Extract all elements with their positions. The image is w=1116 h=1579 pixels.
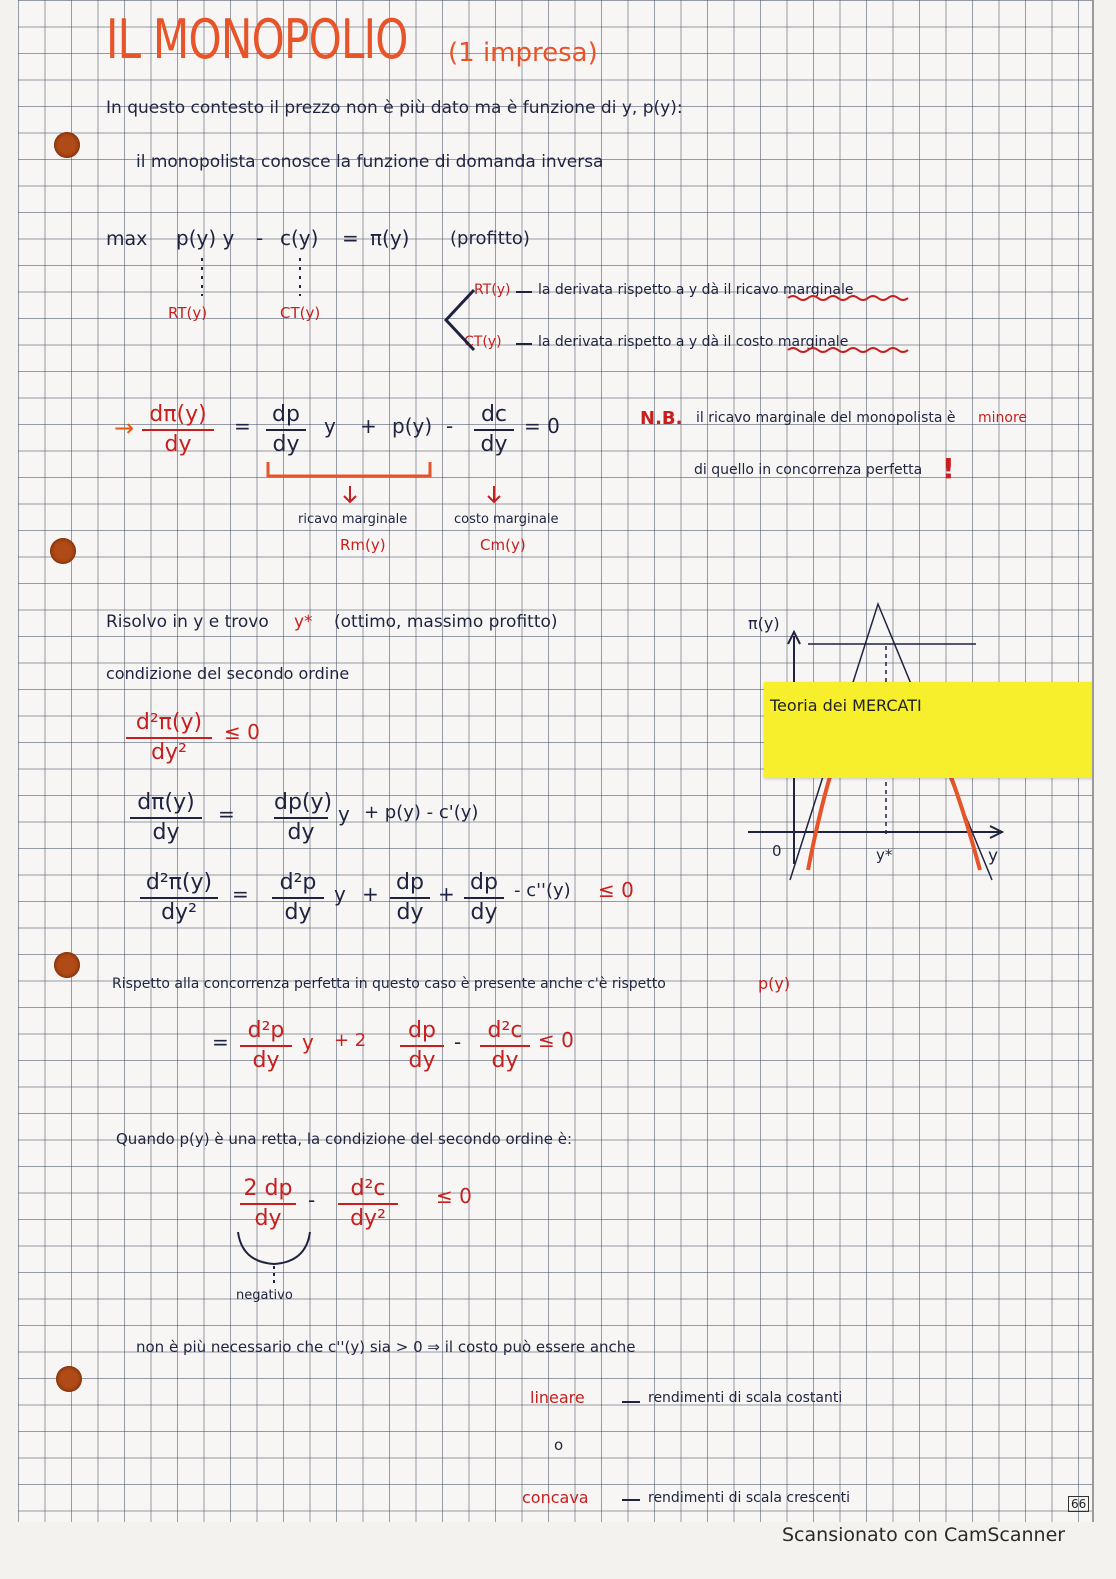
compare-py: p(y) (758, 974, 791, 993)
case-label: concava (522, 1488, 589, 1507)
eq2-y: y (338, 802, 350, 826)
eq3-leq: ≤ 0 (598, 878, 634, 902)
eq2-lhs-num: dπ(y) (137, 790, 195, 815)
eq4-leq: ≤ 0 (538, 1028, 574, 1052)
wavy-underline (788, 348, 908, 352)
eq5-t1-den: dy (254, 1206, 282, 1231)
eq4-t3-den: dy (491, 1048, 519, 1073)
eq3-t2-den: dy (396, 900, 424, 925)
eq4-mid: + 2 (334, 1030, 367, 1051)
second-order-title: condizione del secondo ordine (106, 664, 350, 683)
eq3-plus: + (438, 882, 455, 906)
foc-lhs-den: dy (164, 432, 192, 457)
page-title: IL MONOPOLIO (106, 8, 408, 71)
eq3-lhs-den: dy² (161, 900, 197, 925)
eq5-t2-den: dy² (350, 1206, 386, 1231)
foc-t1-y: y (324, 414, 336, 438)
foc-t2: p(y) (392, 414, 433, 438)
foc-eq: = (234, 414, 251, 438)
rm-label: ricavo marginale (298, 512, 408, 527)
eq3-t3-num: dp (470, 870, 498, 895)
eq3-y: y (334, 882, 346, 906)
left-brace (446, 290, 474, 350)
nb-text: il ricavo marginale del monopolista è (696, 410, 956, 426)
eq4-t2-den: dy (408, 1048, 436, 1073)
eq4-minus: - (454, 1030, 462, 1054)
nb-tag: N.B. (640, 408, 683, 429)
eq5-neg-label: negativo (236, 1288, 293, 1303)
equals-sign: = (342, 226, 359, 250)
foc-plus: + (360, 414, 377, 438)
eq4-eq: = (212, 1030, 229, 1054)
graph-x-axis-label: y (988, 846, 999, 866)
sticky-note-text: Teoria dei MERCATI (770, 696, 922, 715)
soc-den: dy² (151, 740, 187, 765)
eq5-leq: ≤ 0 (436, 1184, 472, 1208)
rm-symbol: Rm(y) (340, 536, 386, 554)
eq2-t1-num: dp(y) (274, 790, 333, 815)
graph-ystar-label: y* (876, 846, 893, 864)
soc-num: d²π(y) (135, 710, 203, 735)
cm-symbol: Cm(y) (480, 536, 526, 554)
eq2-rest: + p(y) - c'(y) (364, 802, 479, 823)
eq4-t2-num: dp (408, 1018, 436, 1043)
foc-t1-den: dy (272, 432, 300, 457)
arrow-down-icon (488, 486, 500, 502)
eq5-minus: - (308, 1188, 316, 1212)
eq3-t1-num: d²p (279, 870, 317, 895)
conclusion-text: non è più necessario che c''(y) sia > 0 ⇒ il costo può essere anche (136, 1338, 636, 1356)
case-label: lineare (530, 1388, 585, 1407)
brace-note-text: la derivata rispetto a y dà il ricavo marginale (538, 282, 854, 298)
eq2-t1-den: dy (287, 820, 315, 845)
eq3-plus: + (362, 882, 379, 906)
foc-t3-num: dc (480, 402, 508, 427)
foc-lhs-num: dπ(y) (149, 402, 207, 427)
intro-text-2: il monopolista conosce la funzione di domanda inversa (136, 152, 604, 172)
solve-line: Risolvo in y e trovo (106, 612, 269, 632)
foc-t3-den: dy (480, 432, 508, 457)
eq3-lhs-num: d²π(y) (145, 870, 213, 895)
eq3-t2-num: dp (396, 870, 424, 895)
sticky-note (764, 682, 1094, 778)
nb-highlight: minore (978, 410, 1028, 426)
eq3-t3-den: dy (470, 900, 498, 925)
eq4-t1-num: d²p (247, 1018, 285, 1043)
graph-y-axis-label: π(y) (748, 614, 780, 633)
solve-note: (ottimo, massimo profitto) (334, 612, 558, 632)
foc-zero: = 0 (524, 414, 560, 438)
brace-note-label: CT(y) (464, 334, 502, 350)
eq5-t2-num: d²c (350, 1176, 386, 1201)
eq3-rest: - c''(y) (514, 880, 571, 901)
rm-underbrace (268, 462, 430, 476)
case-text: rendimenti di scala crescenti (648, 1490, 850, 1506)
cm-label: costo marginale (454, 512, 559, 527)
brace-note-text: la derivata rispetto a y dà il costo marginale (538, 334, 849, 350)
brace-note-label: RT(y) (474, 282, 511, 298)
notebook-page (18, 0, 1094, 1522)
minus-sign: - (256, 226, 264, 250)
page-subtitle: (1 impresa) (448, 38, 598, 68)
nb-exclamation: ! (942, 452, 955, 485)
case-label: o (554, 1436, 564, 1454)
foc-t1-num: dp (272, 402, 300, 427)
case-text: rendimenti di scala costanti (648, 1390, 843, 1406)
wavy-underline (788, 296, 908, 300)
cost-term: c(y) (280, 226, 319, 250)
profit-note: (profitto) (450, 228, 530, 249)
eq4-t1-den: dy (252, 1048, 280, 1073)
eq2-eq: = (218, 802, 235, 826)
max-label: max (106, 228, 148, 250)
eq4-t3-num: d²c (487, 1018, 523, 1043)
compare-line: Rispetto alla concorrenza perfetta in questo caso è presente anche c'è rispetto (112, 976, 666, 992)
soc-leq: ≤ 0 (224, 720, 260, 744)
ct-label: CT(y) (280, 304, 321, 322)
eq4-y: y (302, 1030, 314, 1054)
max-dots (202, 258, 300, 296)
scanner-footer: Scansionato con CamScanner (782, 1524, 1066, 1546)
negativo-brace (238, 1232, 310, 1264)
profit-symbol: π(y) (370, 226, 410, 250)
linear-line: Quando p(y) è una retta, la condizione del secondo ordine è: (116, 1130, 573, 1148)
arrow-marker: → (114, 414, 135, 442)
page-number: 66 (1068, 1496, 1089, 1512)
eq2-lhs-den: dy (152, 820, 180, 845)
eq3-eq: = (232, 882, 249, 906)
intro-text: In questo contesto il prezzo non è più dato ma è funzione di y, p(y): (106, 98, 683, 118)
eq3-t1-den: dy (284, 900, 312, 925)
arrow-down-icon (344, 486, 356, 502)
graph-origin-label: 0 (772, 842, 782, 860)
solve-ystar: y* (294, 612, 313, 632)
revenue-term: p(y) y (176, 226, 235, 250)
eq5-t1-num: 2 dp (243, 1176, 293, 1201)
nb-text-2: di quello in concorrenza perfetta (694, 462, 923, 478)
rt-label: RT(y) (168, 304, 208, 322)
foc-minus: - (446, 414, 454, 438)
